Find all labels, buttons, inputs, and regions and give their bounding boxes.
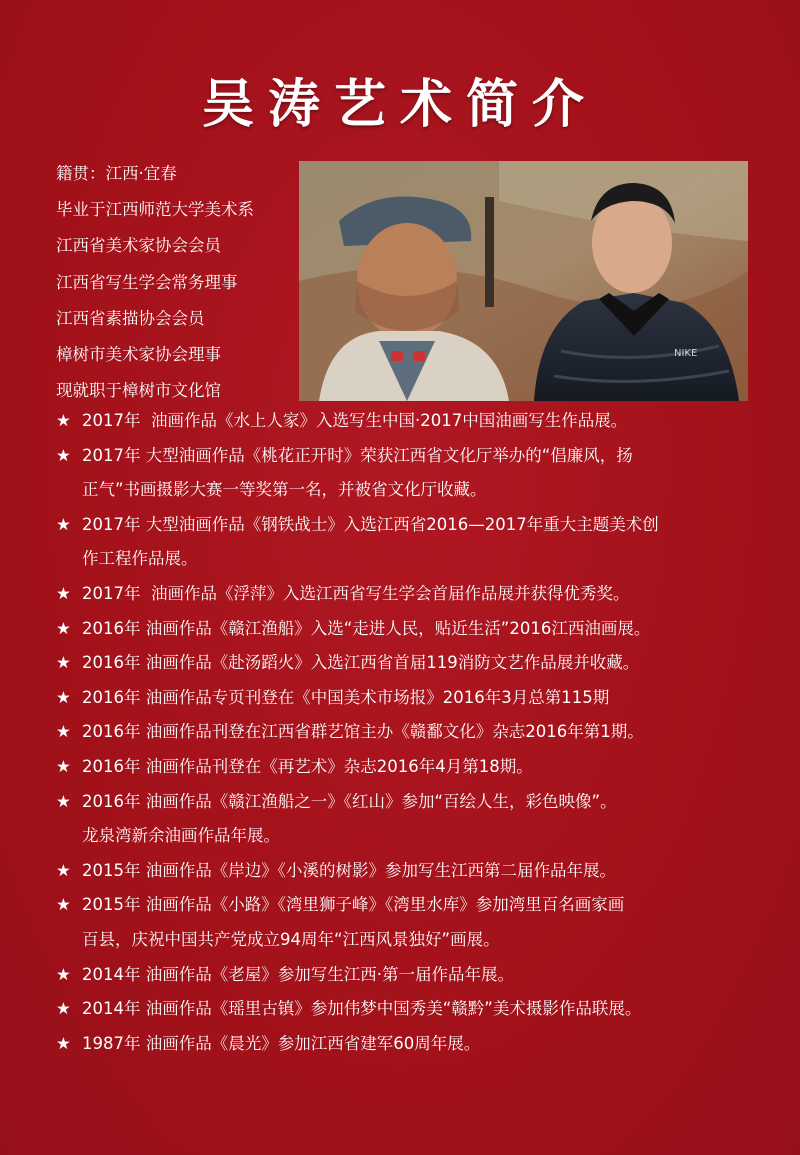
intro-line-current-job: 现就职于樟树市文化馆 [56, 381, 221, 401]
intro-line-sketch-society: 江西省写生学会常务理事 [56, 272, 238, 292]
list-item [56, 612, 766, 647]
intro-line-education: 毕业于江西师范大学美术系 [56, 200, 254, 220]
page-title: 吴涛艺术简介 [201, 75, 598, 135]
list-item [56, 577, 766, 612]
list-item [56, 785, 766, 854]
star-icon: ★ [56, 860, 71, 880]
star-icon: ★ [56, 964, 71, 984]
star-icon: ★ [56, 653, 71, 673]
award-line: 2017年 油画作品《浮萍》入选江西省写生学会首届作品展并获得优秀奖。 [82, 583, 630, 603]
list-item [56, 715, 766, 750]
award-line: 作工程作品展。 [82, 549, 198, 569]
star-icon: ★ [56, 583, 71, 603]
award-line: 2016年 油画作品《赴汤蹈火》入选江西省首届119消防文艺作品展并收藏。 [82, 653, 640, 673]
award-line: 2015年 油画作品《岸边》《小溪的树影》参加写生江西第二届作品年展。 [82, 860, 616, 880]
award-line: 正气”书画摄影大赛一等奖第一名，并被省文化厅收藏。 [82, 480, 487, 500]
star-icon: ★ [56, 895, 71, 915]
list-item [56, 958, 766, 993]
award-line: 2017年 大型油画作品《桃花正开时》荣获江西省文化厅举办的“倡廉风，扬 [82, 445, 633, 465]
award-line: 龙泉湾新余油画作品年展。 [82, 826, 280, 846]
award-line: 2017年 油画作品《水上人家》入选写生中国·2017中国油画写生作品展。 [82, 411, 628, 430]
list-item [56, 1027, 766, 1062]
star-icon: ★ [56, 1033, 71, 1053]
portrait-photo [299, 161, 748, 401]
star-icon: ★ [56, 514, 71, 534]
star-icon: ★ [56, 411, 71, 430]
intro-line-hometown: 籍贯：江西·宜春 [56, 164, 177, 183]
list-item [56, 854, 766, 889]
list-item [56, 439, 766, 508]
intro-list [56, 156, 296, 409]
star-icon: ★ [56, 756, 71, 776]
award-line: 2014年 油画作品《瑶里古镇》参加伟梦中国秀美“赣黔”美术摄影作品联展。 [82, 999, 642, 1019]
star-icon: ★ [56, 687, 71, 707]
award-line: 2017年 大型油画作品《钢铁战士》入选江西省2016—2017年重大主题美术创 [82, 514, 659, 534]
award-line: 2016年 油画作品《赣江渔船之一》《红山》参加“百绘人生，彩色映像”。 [82, 791, 617, 811]
intro-line-art-association: 江西省美术家协会会员 [56, 236, 221, 256]
intro-line-city-association: 樟树市美术家协会理事 [56, 345, 221, 365]
awards-list [56, 404, 766, 1061]
award-line: 2016年 油画作品《赣江渔船》入选“走进人民，贴近生活”2016江西油画展。 [82, 618, 651, 638]
star-icon: ★ [56, 791, 71, 811]
list-item [56, 750, 766, 785]
list-item [56, 646, 766, 681]
award-line: 2014年 油画作品《老屋》参加写生江西·第一届作品年展。 [82, 964, 514, 984]
star-icon: ★ [56, 618, 71, 638]
list-item [56, 681, 766, 716]
award-line: 1987年 油画作品《晨光》参加江西省建军60周年展。 [82, 1033, 481, 1053]
list-item [56, 404, 766, 439]
jacket-brand-text: NIKE [674, 348, 698, 359]
star-icon: ★ [56, 445, 71, 465]
list-item [56, 888, 766, 957]
award-line: 2016年 油画作品刊登在《再艺术》杂志2016年4月第18期。 [82, 756, 533, 776]
award-line: 2015年 油画作品《小路》《湾里狮子峰》《湾里水库》参加湾里百名画家画 [82, 895, 625, 915]
list-item [56, 508, 766, 577]
award-line: 2016年 油画作品专页刊登在《中国美术市场报》2016年3月总第115期 [82, 687, 610, 707]
star-icon: ★ [56, 722, 71, 742]
award-line: 百县，庆祝中国共产党成立94周年“江西风景独好”画展。 [82, 929, 500, 949]
list-item [56, 992, 766, 1027]
intro-line-drawing-association: 江西省素描协会会员 [56, 308, 205, 328]
star-icon: ★ [56, 999, 71, 1019]
portrait-photo-icon [299, 161, 748, 401]
award-line: 2016年 油画作品刊登在江西省群艺馆主办《赣鄱文化》杂志2016年第1期。 [82, 722, 644, 742]
